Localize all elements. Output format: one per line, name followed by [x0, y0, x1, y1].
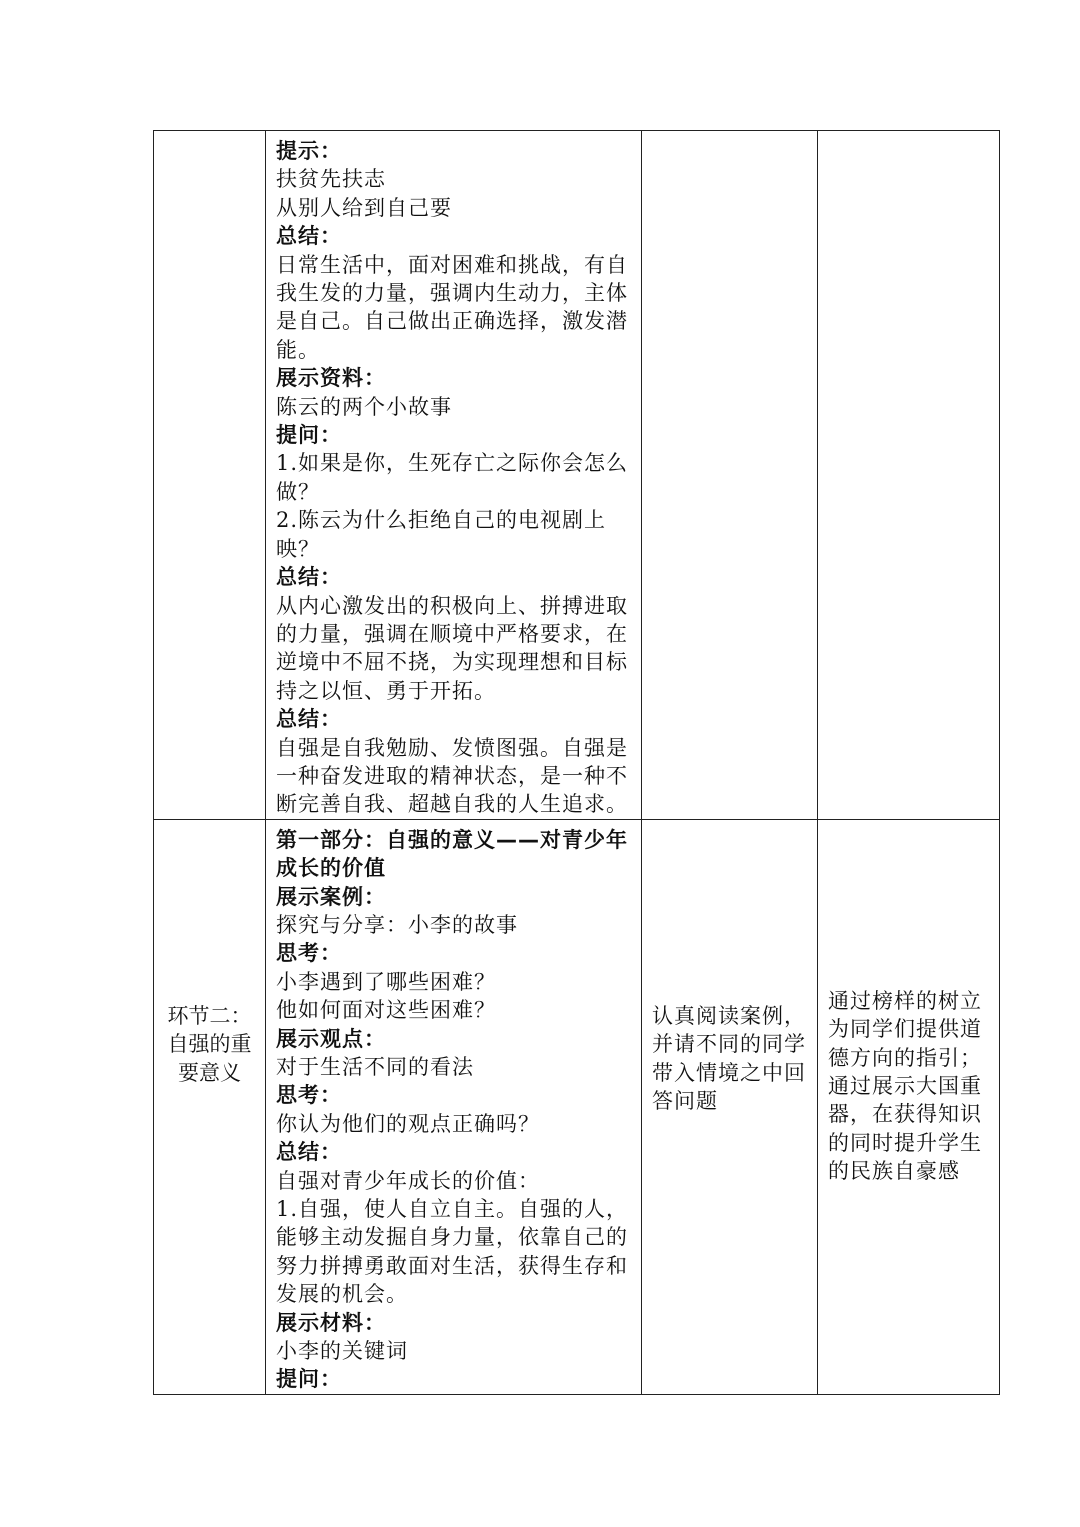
section-heading: 展示资料： [276, 366, 386, 391]
teacher-activity-cell [266, 819, 642, 1394]
text-line: 一种奋发进取的精神状态，是一种不 [276, 763, 628, 788]
text-line: 持之以恒、勇于开拓。 [276, 678, 496, 703]
text-line: 小李的关键词 [276, 1339, 408, 1364]
section-heading: 总结： [276, 224, 342, 249]
section-heading: 提示： [276, 139, 342, 163]
teacher-activity-text [266, 820, 641, 1394]
text-line: 对于生活不同的看法 [276, 1055, 474, 1079]
text-line: 探究与分享：小李的故事 [276, 912, 518, 937]
student-activity-text [642, 820, 817, 1116]
text-line: 扶贫先扶志 [276, 167, 386, 192]
text-line: 发展的机会。 [276, 1282, 408, 1307]
text-line: 器，在获得知识 [828, 1102, 982, 1127]
table-row [154, 131, 1000, 820]
text-line: 陈云的两个小故事 [276, 394, 452, 419]
section-heading: 第一部分：自强的意义——对青少年 [276, 827, 628, 852]
text-line: 你认为他们的观点正确吗？ [276, 1111, 540, 1136]
text-line: 是自己。自己做出正确选择，激发潜 [276, 309, 628, 334]
text-line: 映？ [276, 536, 320, 561]
table-row [154, 819, 1000, 1394]
section-heading: 提问： [276, 423, 342, 448]
text-line: 能够主动发掘自身力量，依靠自己的 [276, 1225, 628, 1250]
text-line: 的力量，强调在顺境中严格要求，在 [276, 621, 628, 646]
text-line: 德方向的指引； [828, 1045, 982, 1070]
text-line: 1.自强，使人自立自主。自强的人， [276, 1197, 629, 1222]
text-line: 认真阅读案例， [652, 1003, 806, 1028]
section-heading: 总结： [276, 707, 342, 732]
text-line: 能。 [276, 337, 320, 362]
text-line: 从别人给到自己要 [276, 195, 452, 220]
text-line: 2.陈云为什么拒绝自己的电视剧上 [276, 508, 607, 533]
text-line: 通过榜样的树立 [828, 988, 982, 1013]
text-line: 我生发的力量，强调内生动力，主体 [276, 281, 628, 306]
text-line: 通过展示大国重 [828, 1073, 982, 1098]
text-line: 要意义 [178, 1060, 241, 1085]
text-line: 的同时提升学生 [828, 1130, 982, 1155]
stage-cell [154, 819, 266, 1394]
text-line: 从内心激发出的积极向上、拼搏进取 [276, 593, 628, 618]
section-heading: 提问： [276, 1367, 342, 1392]
text-line: 为同学们提供道 [828, 1017, 982, 1042]
text-line: 并请不同的同学 [652, 1032, 806, 1057]
text-line: 环节二： [167, 1003, 252, 1028]
section-heading: 总结： [276, 565, 342, 590]
text-line: 日常生活中，面对困难和挑战，有自 [276, 252, 628, 277]
text-line: 他如何面对这些困难？ [276, 998, 496, 1023]
text-line: 做？ [276, 479, 320, 504]
design-intent-cell [818, 131, 1000, 820]
stage-label [154, 820, 265, 1087]
section-heading: 展示案例： [276, 884, 386, 909]
section-heading: 成长的价值 [276, 856, 386, 881]
text-line: 自强是自我勉励、发愤图强。自强是 [276, 735, 628, 760]
section-heading: 总结： [276, 1140, 342, 1165]
section-heading: 展示观点： [276, 1026, 386, 1051]
text-line: 的民族自豪感 [828, 1159, 960, 1184]
stage-cell [154, 131, 266, 820]
student-activity-cell [642, 819, 818, 1394]
text-line: 自强对青少年成长的价值： [276, 1168, 540, 1193]
section-heading: 思考： [276, 1083, 342, 1108]
design-intent-text [818, 820, 999, 1186]
design-intent-cell [818, 819, 1000, 1394]
text-line: 1.如果是你，生死存亡之际你会怎么 [276, 451, 629, 476]
text-line: 逆境中不屈不挠，为实现理想和目标 [276, 650, 628, 675]
teacher-activity-cell [266, 131, 642, 820]
section-heading: 展示材料： [276, 1310, 386, 1335]
teacher-activity-text [266, 131, 641, 819]
section-heading: 思考： [276, 941, 342, 966]
text-line: 断完善自我、超越自我的人生追求。 [276, 792, 628, 817]
text-line: 答问题 [652, 1088, 718, 1113]
student-activity-cell [642, 131, 818, 820]
text-line: 小李遇到了哪些困难？ [276, 969, 496, 994]
text-line: 自强的重 [167, 1032, 252, 1057]
text-line: 带入情境之中回 [652, 1060, 806, 1085]
lesson-plan-table [153, 130, 1000, 1395]
text-line: 努力拼搏勇敢面对生活，获得生存和 [276, 1253, 628, 1278]
